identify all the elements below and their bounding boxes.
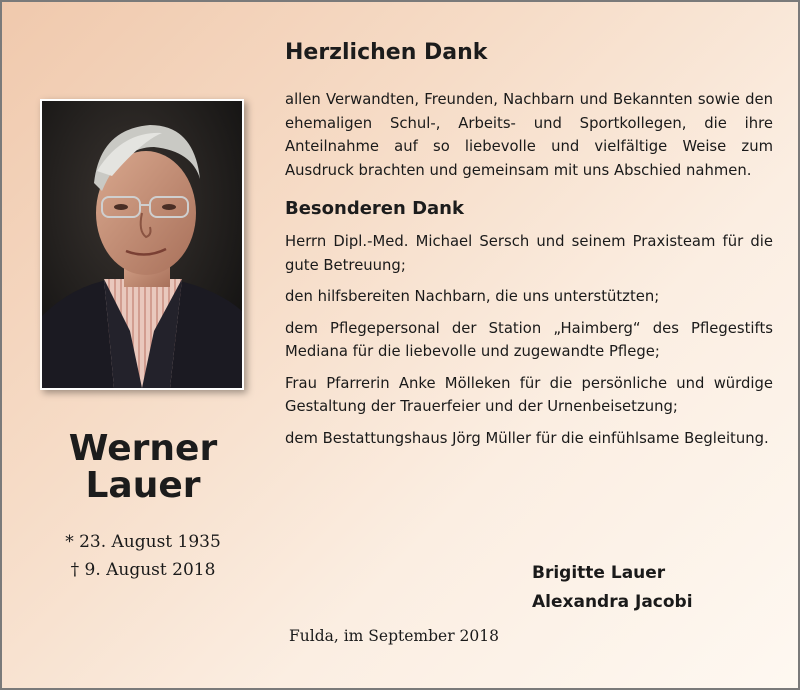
thanks-paragraph: dem Bestattungshaus Jörg Müller für die einfühlsame Begleitung. bbox=[285, 429, 769, 447]
first-name: Werner bbox=[68, 428, 218, 469]
deceased-name bbox=[40, 430, 246, 504]
thanks-paragraph: den hilfsbereiten Nachbarn, die uns unterstützten; bbox=[285, 288, 660, 305]
portrait-illustration bbox=[42, 101, 242, 388]
signatory-name: Alexandra Jacobi bbox=[532, 592, 693, 612]
main-heading: Herzlichen Dank bbox=[285, 40, 488, 65]
thanks-paragraph: dem Pflegepersonal der Station „Haimberg“ des Pflegestifts Mediana für die liebevolle und zugewandte Pflege; bbox=[285, 319, 773, 360]
last-name: Lauer bbox=[85, 465, 201, 506]
sub-heading: Besonderen Dank bbox=[285, 198, 464, 219]
place-and-date: Fulda, im September 2018 bbox=[289, 627, 499, 645]
portrait-photo bbox=[40, 99, 244, 390]
thanks-text-column bbox=[285, 38, 773, 458]
thanks-paragraph: Frau Pfarrerin Anke Mölleken für die persönliche und würdige Gestaltung der Trauerfeier und der Urnenbeisetzung; bbox=[285, 374, 773, 415]
birth-date: * 23. August 1935 bbox=[65, 532, 221, 552]
thanks-paragraph: Herrn Dipl.-Med. Michael Sersch und seinem Praxisteam für die gute Betreuung; bbox=[285, 233, 773, 274]
life-dates bbox=[40, 528, 246, 584]
signatory-name: Brigitte Lauer bbox=[532, 563, 666, 583]
signatures bbox=[532, 559, 693, 617]
intro-paragraph: allen Verwandten, Freunden, Nachbarn und Bekannten sowie den ehemaligen Schul-, Arbeits- und Sportkollegen, die ihre Anteilnahme auf so liebevolle und vielfältige Weise zum Ausdruck brachten und gemeinsam mit uns Abschied nahmen. bbox=[285, 91, 773, 179]
death-date: † 9. August 2018 bbox=[70, 560, 216, 580]
